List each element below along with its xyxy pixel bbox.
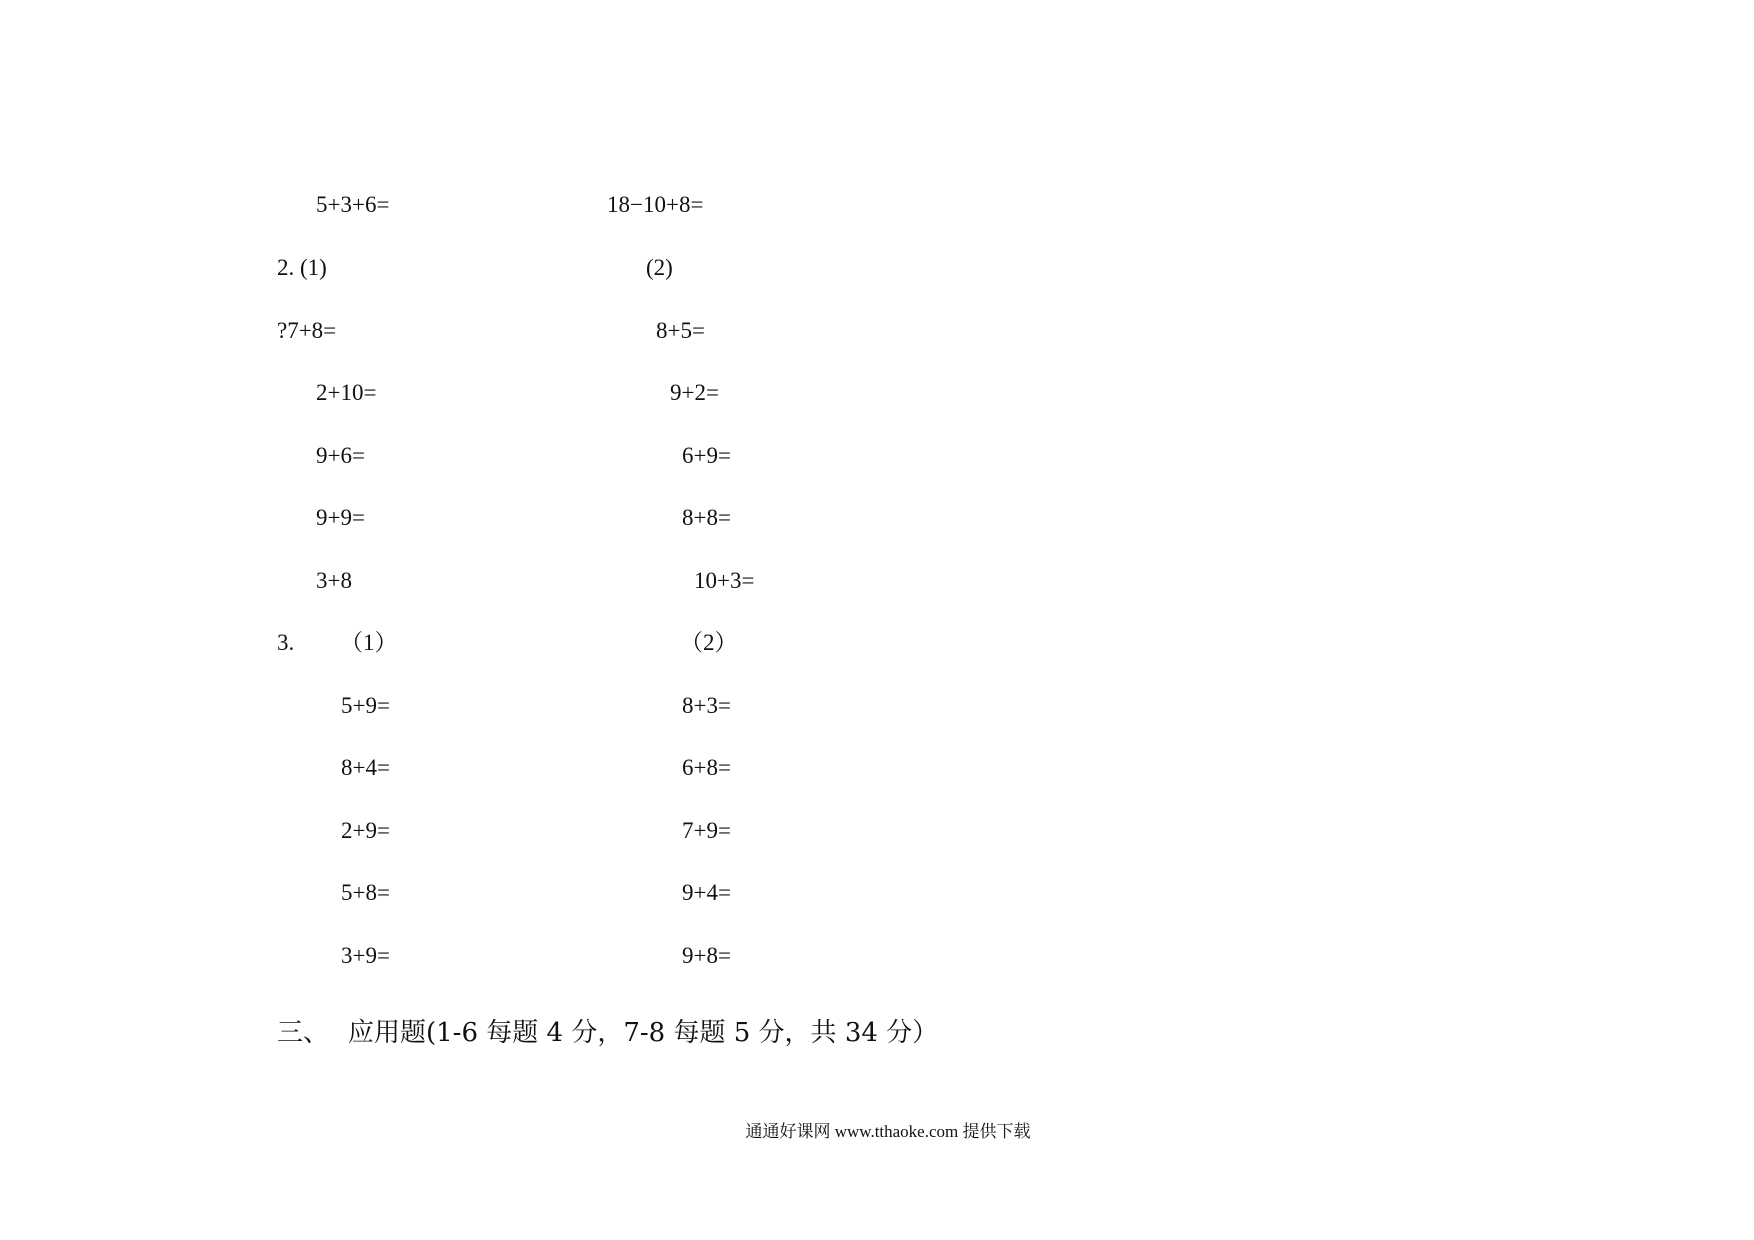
section3-title: 应用题(1-6 每题 4 分，7-8 每题 5 分，共 34 分） [348, 1018, 939, 1048]
q3-left-item: 3+9= [341, 943, 390, 968]
q2-left-item: 3+8 [316, 568, 352, 593]
q2-number-label: 2. (1) [277, 255, 327, 280]
q2-left-item: ?7+8= [277, 318, 337, 343]
q2-right-item: 8+8= [682, 505, 731, 530]
q2-part2-label: (2) [646, 255, 673, 280]
q2-left-item: 9+9= [316, 505, 365, 530]
q3-left-item: 2+9= [341, 818, 390, 843]
q3-right-item: 8+3= [682, 693, 731, 718]
q3-right-item: 9+8= [682, 943, 731, 968]
q3-number-label: 3. [277, 630, 295, 655]
q2-right-item: 10+3= [694, 568, 755, 593]
q3-left-item: 8+4= [341, 755, 390, 780]
q2-right-item: 9+2= [670, 380, 719, 405]
q3-left-item: 5+8= [341, 880, 390, 905]
q2-left-item: 2+10= [316, 380, 377, 405]
section3-number: 三、 [277, 1018, 330, 1048]
q3-right-item: 6+8= [682, 755, 731, 780]
q3-left-item: 5+9= [341, 693, 390, 718]
q3-part2-label: （2） [680, 630, 738, 655]
q2-right-item: 6+9= [682, 443, 731, 468]
q3-right-item: 7+9= [682, 818, 731, 843]
q2-right-item: 8+5= [656, 318, 705, 343]
footer-text: 通通好课网 www.tthaoke.com 提供下载 [745, 1122, 1031, 1141]
top-row-left-expression: 5+3+6= [316, 192, 390, 217]
q2-left-item: 9+6= [316, 443, 365, 468]
q3-part1-label: （1） [340, 630, 398, 655]
q3-right-item: 9+4= [682, 880, 731, 905]
top-row-right-expression: 18−10+8= [607, 192, 704, 217]
